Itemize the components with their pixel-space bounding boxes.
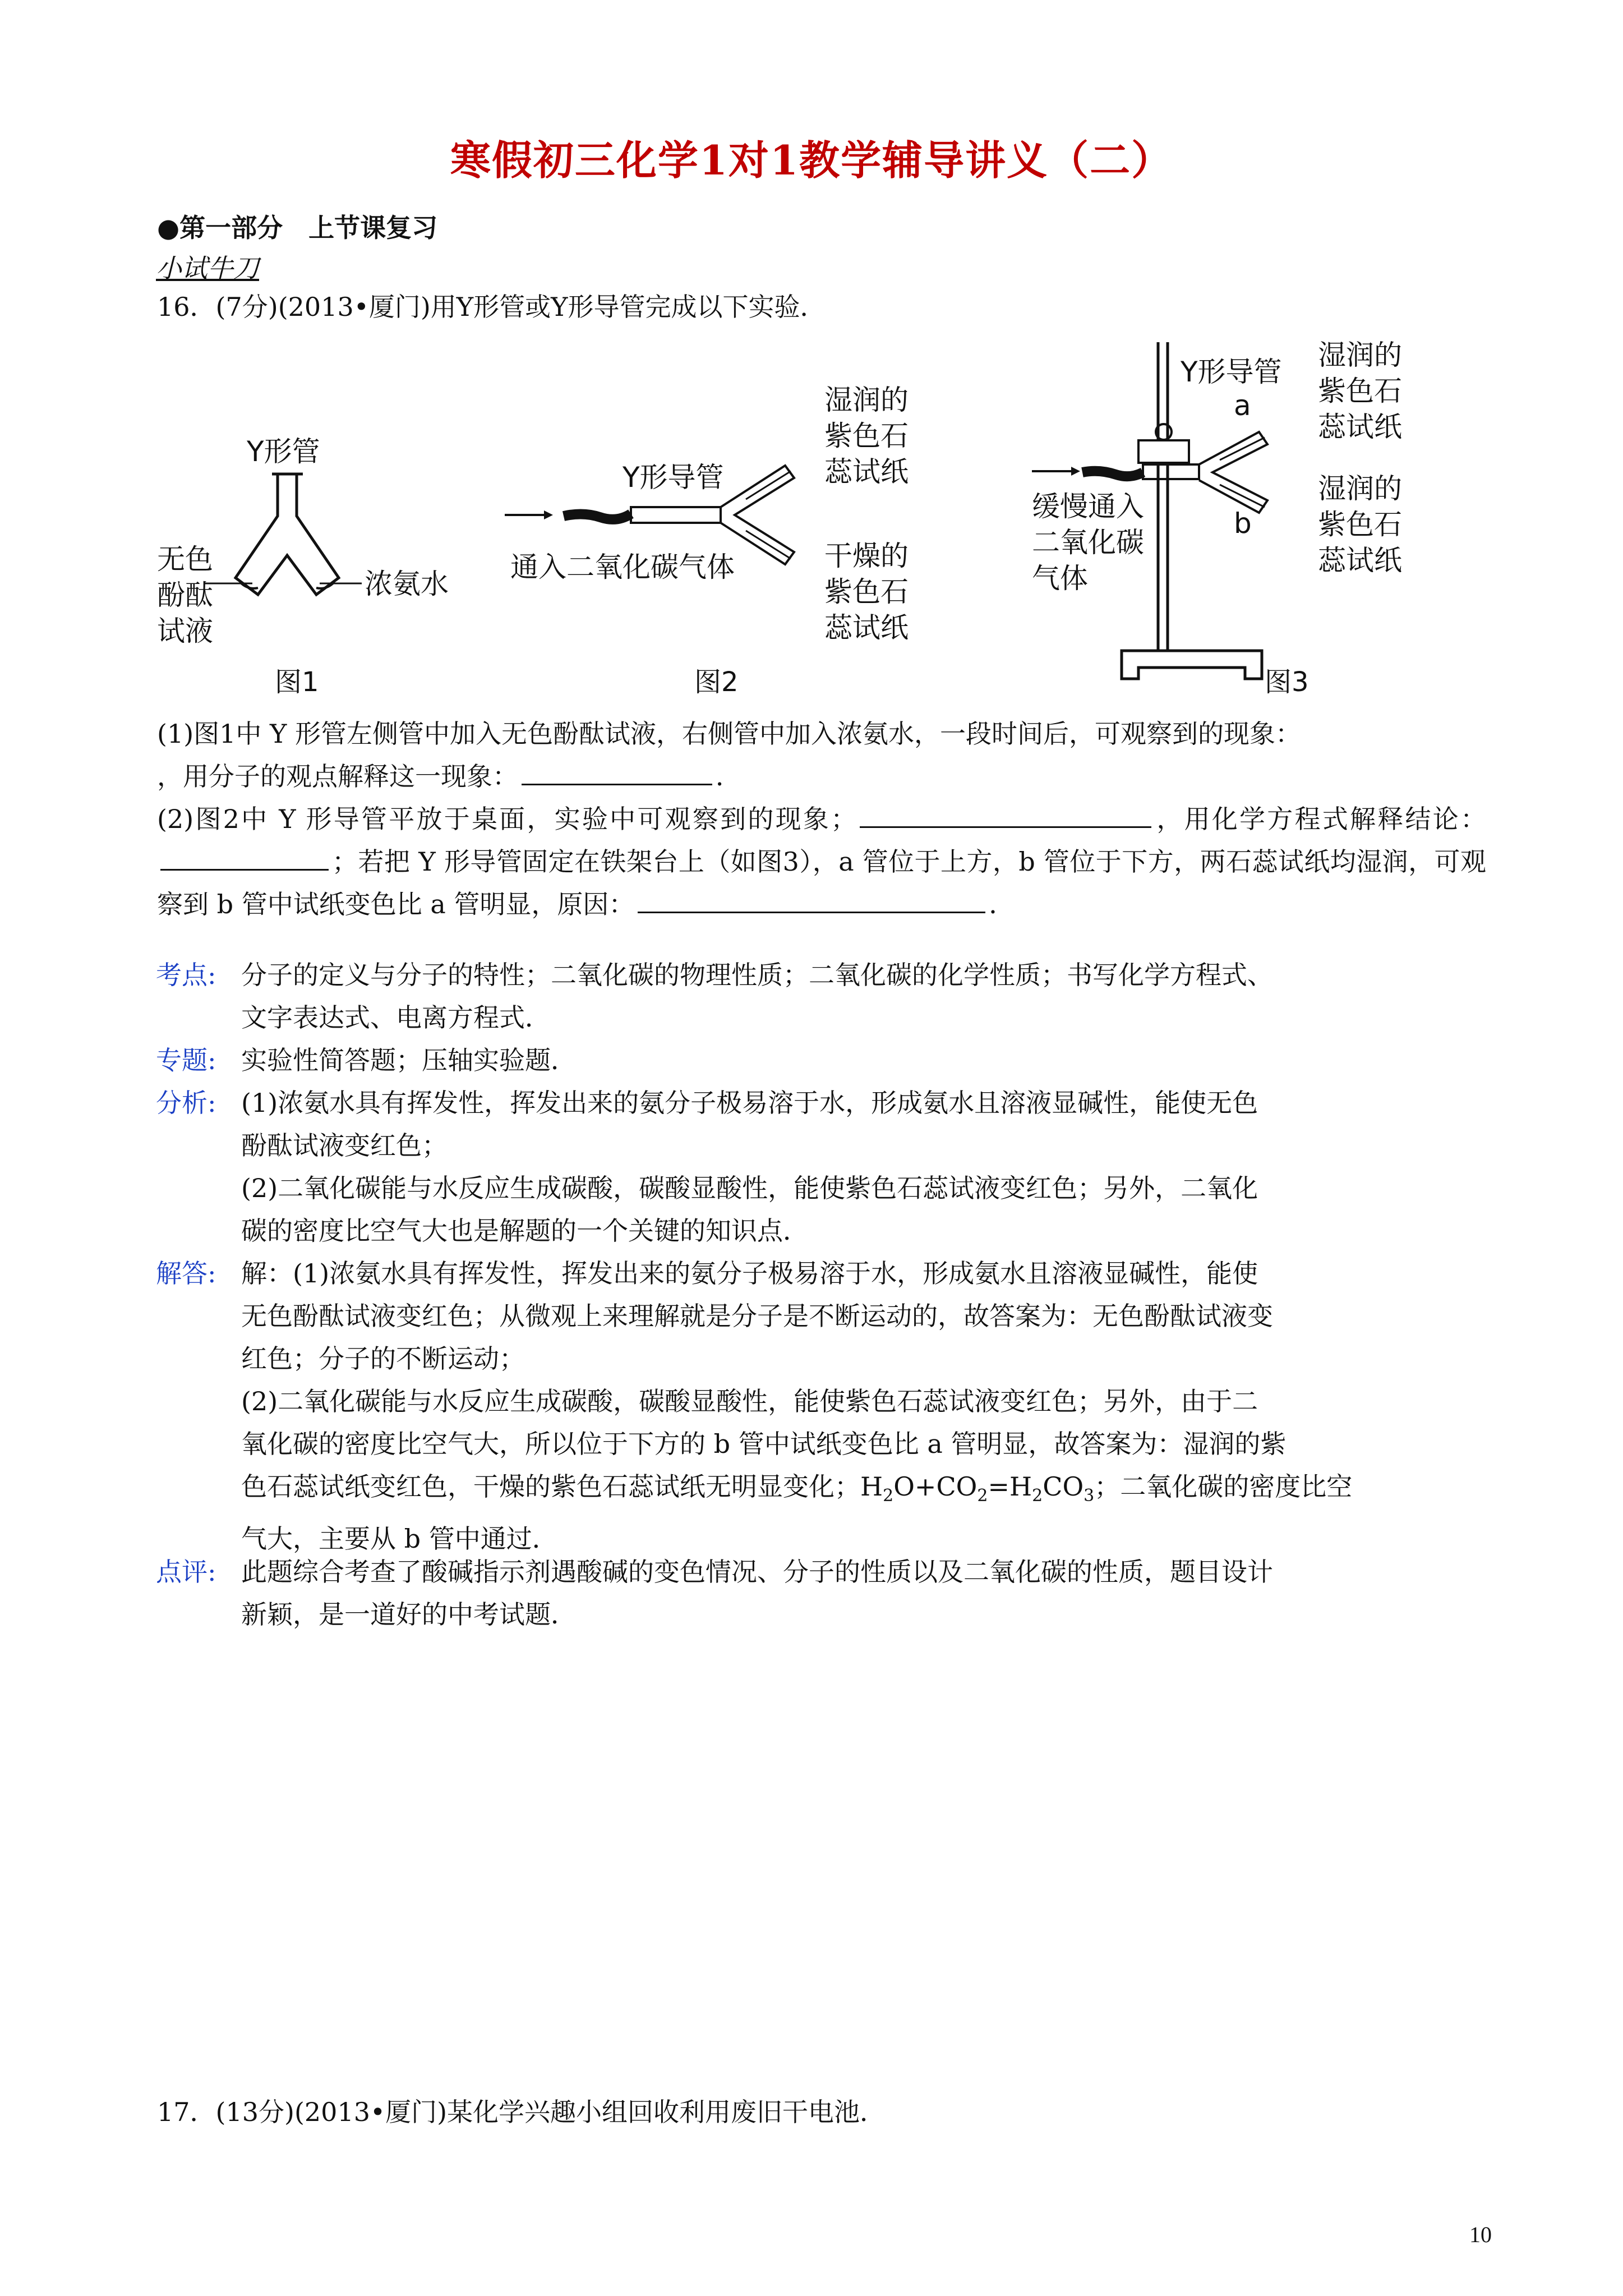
fig3-bottom-label-3: 蕊试纸 xyxy=(1318,544,1402,577)
page-number: 10 xyxy=(1469,2222,1492,2247)
fig2-inlet-label: 通入二氧化碳气体 xyxy=(510,551,735,583)
fig3-top-label-3: 蕊试纸 xyxy=(1318,411,1402,443)
fig2-top-label-3: 蕊试纸 xyxy=(824,455,909,488)
fig1-right-label: 浓氨水 xyxy=(365,568,449,600)
y-guide-tube xyxy=(721,466,794,564)
fig3-bottom-label-2: 紫色石 xyxy=(1318,508,1402,541)
section-heading: ●第一部分 上节课复习 xyxy=(157,213,438,243)
y-guide-tube-fig3 xyxy=(1199,432,1267,513)
fig1-left-label-3: 试液 xyxy=(157,615,213,647)
fig3-inlet-label-2: 二氧化碳 xyxy=(1032,526,1144,559)
fig1-left-label-1: 无色 xyxy=(157,543,213,576)
figure-3 xyxy=(1032,339,1402,698)
fig1-left-label-2: 酚酞 xyxy=(157,579,213,611)
fig2-tube-label: Y形导管 xyxy=(623,461,724,494)
answer-blank-1[interactable] xyxy=(522,758,712,785)
fig3-top-label-2: 紫色石 xyxy=(1318,375,1402,407)
chemical-equation-line: 色石蕊试纸变红色，干燥的紫色石蕊试纸无明显变化；$H_2O+CO_2=H_2CO_3$；二氧化碳的密度比空 xyxy=(241,1471,1353,1506)
fig1-caption: 图1 xyxy=(275,666,319,698)
fig3-tube-label: Y形导管 xyxy=(1181,356,1282,388)
zhuanti-label: 专题: xyxy=(156,1045,216,1075)
jieda-label: 解答: xyxy=(156,1258,216,1289)
fig2-top-label-2: 紫色石 xyxy=(824,420,909,452)
fig2-top-label-1: 湿润的 xyxy=(824,384,909,416)
fig3-caption: 图3 xyxy=(1265,666,1309,698)
fig3-label-a: a xyxy=(1234,389,1251,422)
question-16-part-1: (1)图1中 Y 形管左侧管中加入无色酚酞试液，右侧管中加入浓氨水，一段时间后，可观察到的现象： ，用分子的观点解释这一现象： ． xyxy=(157,719,1302,792)
fig1-tube-label: Y形管 xyxy=(247,435,320,468)
fig3-bottom-label-1: 湿润的 xyxy=(1318,472,1402,505)
fig3-top-label-1: 湿润的 xyxy=(1318,339,1402,371)
figure-2 xyxy=(505,384,909,698)
figure-1 xyxy=(157,435,449,698)
question-16-part-2: (2)图2中 Y 形导管平放于桌面，实验中可观察到的现象； ，用化学方程式解释结论：；若把 Y 形导管固定在铁架台上（如图3），a 管位于上方，b 管位于下方，两石蕊试纸均湿润，可观察到 b 管中试纸变色比 a 管明显，原因： ． xyxy=(157,798,1486,926)
rubber-tube xyxy=(564,514,631,519)
question-17-stem: 17．(13分)(2013•厦门)某化学兴趣小组回收利用废旧干电池． xyxy=(157,2097,886,2127)
fig2-caption: 图2 xyxy=(694,666,739,698)
stand-clamp xyxy=(1138,440,1189,463)
answer-blank-4[interactable] xyxy=(638,886,985,913)
answer-blank-3[interactable] xyxy=(160,843,329,871)
y-tube-shape xyxy=(236,474,339,595)
fenxi-label: 分析: xyxy=(156,1088,216,1118)
fig3-inlet-label-3: 气体 xyxy=(1032,562,1088,595)
fig2-bottom-label-1: 干燥的 xyxy=(824,540,909,572)
kaodian-label: 考点: xyxy=(156,960,216,990)
experiment-figures xyxy=(151,331,1486,718)
stand-base xyxy=(1122,651,1262,679)
answer-blank-2[interactable] xyxy=(860,800,1151,828)
fig2-bottom-label-2: 紫色石 xyxy=(824,576,909,608)
subheading: 小试牛刀 xyxy=(156,253,259,283)
page-title: 寒假初三化学1对1教学辅导讲义（二） xyxy=(450,136,1173,184)
fig3-inlet-label-1: 缓慢通入 xyxy=(1032,490,1144,523)
question-16-stem: 16．(7分)(2013•厦门)用Y形管或Y形导管完成以下实验． xyxy=(157,292,826,322)
question-16-parts xyxy=(157,712,1486,926)
rubber-tube-fig3 xyxy=(1082,471,1143,476)
fig3-label-b: b xyxy=(1234,507,1252,540)
dianping-label: 点评: xyxy=(156,1557,216,1587)
fig2-bottom-label-3: 蕊试纸 xyxy=(824,611,909,644)
